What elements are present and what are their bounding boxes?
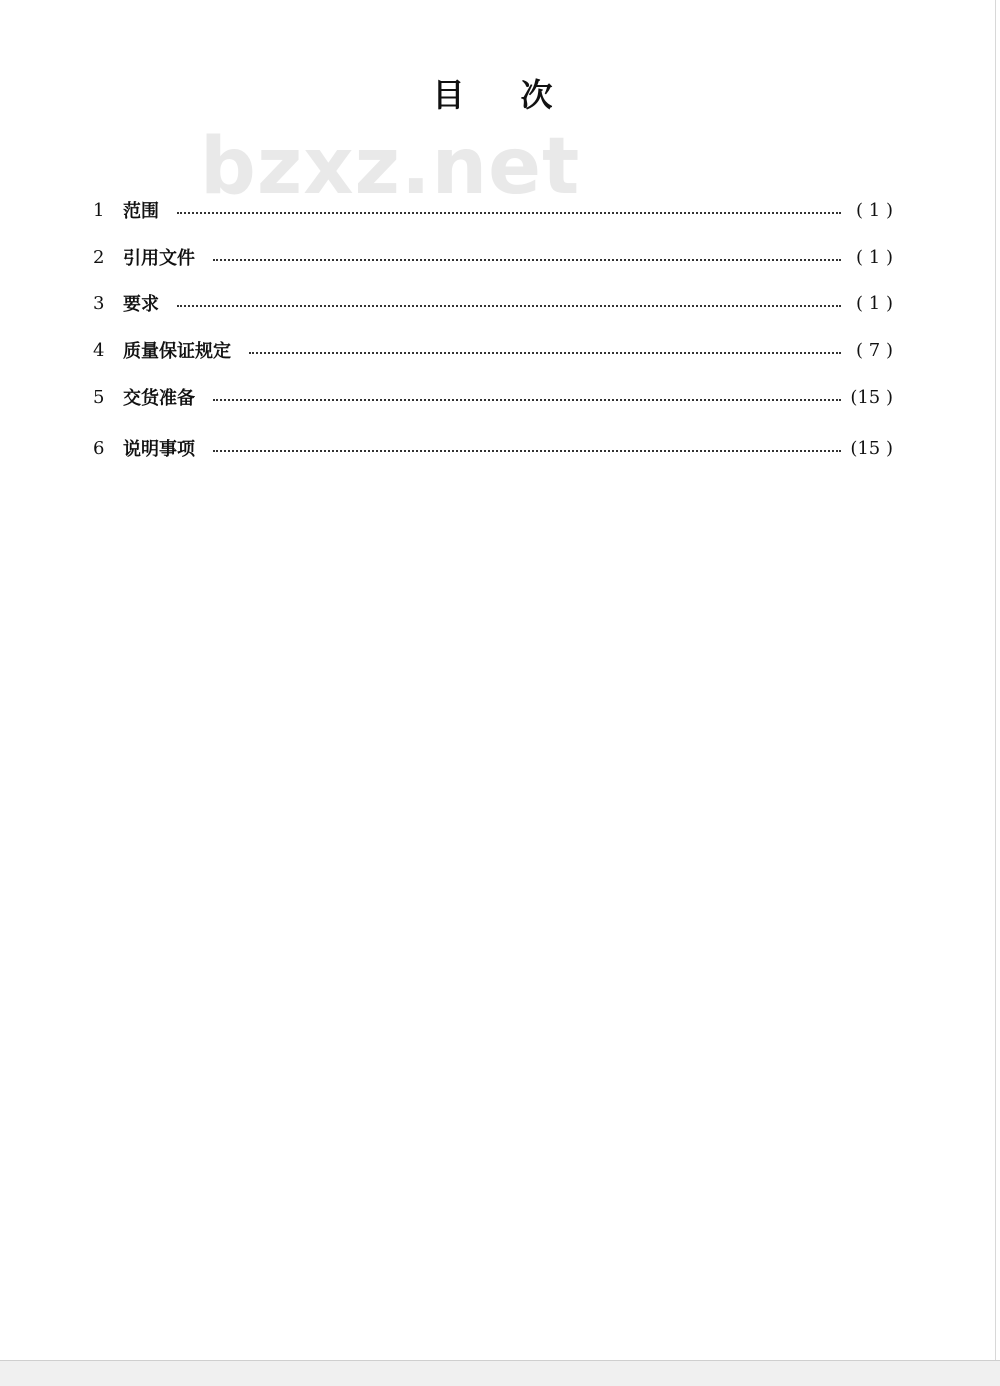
toc-entry-label: 质量保证规定 [123, 341, 231, 362]
toc-entry-page: ( 1 ) [856, 199, 893, 221]
toc-entry-number: 6 [93, 437, 105, 459]
toc-entry-number: 4 [93, 339, 105, 361]
toc-entry-page: ( 1 ) [856, 292, 893, 314]
toc-entry[interactable] [93, 382, 893, 412]
toc-entry[interactable] [93, 433, 893, 463]
toc-entry-label: 引用文件 [123, 248, 195, 269]
toc-entry[interactable] [93, 242, 893, 272]
toc-entry-label: 交货准备 [123, 388, 195, 409]
watermark: bzxz.net [200, 122, 581, 212]
viewer-bottom-edge [0, 1360, 1000, 1386]
toc-entry-label: 范围 [123, 201, 159, 222]
toc-entry-number: 1 [93, 199, 105, 221]
toc-entry-number: 5 [93, 386, 105, 408]
toc-entry-number: 2 [93, 246, 105, 268]
toc-entry[interactable] [93, 335, 893, 365]
toc-entry-page: (15 ) [850, 386, 893, 408]
toc-entry-page: ( 7 ) [856, 339, 893, 361]
toc-entry[interactable] [93, 288, 893, 318]
dot-leader [213, 399, 841, 401]
dot-leader [177, 212, 841, 214]
dot-leader [177, 305, 841, 307]
dot-leader [213, 259, 841, 261]
dot-leader [213, 450, 841, 452]
toc-entry-label: 说明事项 [123, 439, 195, 460]
toc-entry[interactable] [93, 195, 893, 225]
toc-entry-page: ( 1 ) [856, 246, 893, 268]
toc-entry-number: 3 [93, 292, 105, 314]
dot-leader [249, 352, 841, 354]
toc-entry-label: 要求 [123, 294, 159, 315]
page-title: 目次 [432, 76, 609, 114]
toc-entry-page: (15 ) [850, 437, 893, 459]
